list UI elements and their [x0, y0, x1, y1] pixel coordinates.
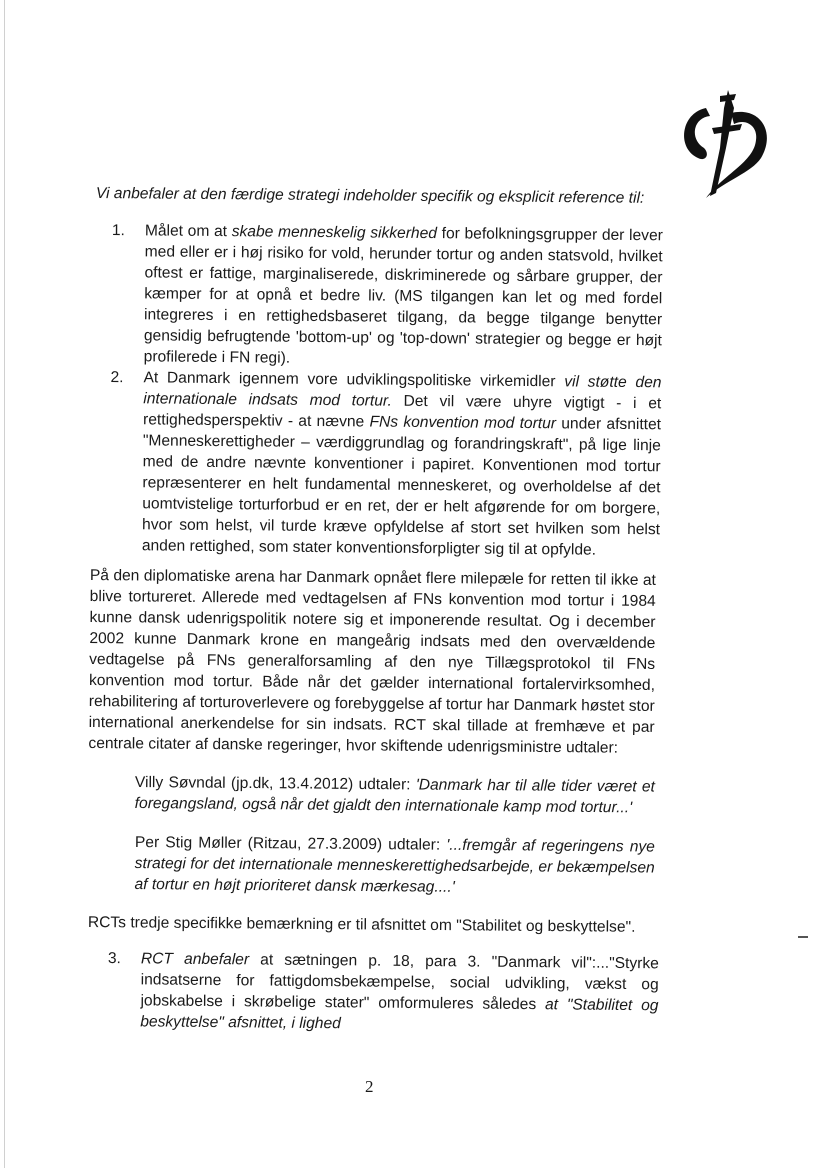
list-emphasis: FNs konvention mod tortur: [369, 413, 557, 433]
list-number: 2.: [110, 368, 124, 387]
list-emphasis: at "Stabilitet og beskyttelse" afsnittet, i lighed: [140, 996, 659, 1033]
list-item: [109, 367, 662, 561]
list-text: under afsnittet "Menneskerettigheder – værdiggrundlag og forandringskraft", på lige linje med de andre nævnte konventioner i papiret. Konventionen mod tortur repræsenterer en helt fundamental menneskeret, og overholdelse af det uomtvistelige torturforbud er en ret, der er helt afgørende for om borgere, hvor som helst, vil turde kræve opfyldelse af stort set hvilken som helst anden rettighed, som stater konventionsforpligter sig til at opfylde.: [141, 415, 662, 559]
third-remark-line: RCTs tredje specifikke bemærkning er til afsnittet om "Stabilitet og beskyttelse".: [87, 913, 636, 936]
list-text: Det vil være uhyre vigtigt - i et rettighedsperspektiv - at nævne: [143, 392, 662, 431]
quote-text: '...fremgår af regeringens nye strategi for det internationale menneskerettighedsarbejde, er bekæmpelsen af tortur en højt prioriteret dansk mærkesag....': [134, 836, 655, 896]
page-edge: [4, 0, 5, 1168]
rct-logo-icon: [676, 88, 776, 208]
list-text: At Danmark igennem vore udviklingspolitiske virkemidler: [143, 369, 565, 391]
list-emphasis: vil støtte den internationale indsats mod tortur.: [143, 373, 662, 410]
list-text: Målet om at: [144, 222, 232, 241]
list-number: 1.: [111, 221, 125, 240]
page-number: 2: [365, 1077, 374, 1096]
margin-mark: [798, 936, 808, 938]
recommendation-list: [109, 220, 663, 561]
recommendation-list-3: [107, 948, 659, 1037]
quote-block: [135, 772, 655, 819]
intro-line: Vi anbefaler at den færdige strategi indeholder specifik og eksplicit reference til:: [95, 184, 645, 207]
list-text: at sætningen p. 18, para 3. "Danmark vil":..."Styrke indsatserne for fattigdomsbekæmpelse, social udvikling, vækst og jobskabelse i skrøbelige stater" omformuleres således: [140, 951, 659, 1014]
quote-attribution: Per Stig Møller (Ritzau, 27.3.2009) udtaler:: [134, 833, 447, 854]
list-emphasis: RCT anbefaler: [140, 950, 250, 969]
quote-block: [134, 832, 655, 900]
list-emphasis: skabe menneskelig sikkerhed: [231, 223, 438, 243]
quote-attribution: Villy Søvndal (jp.dk, 13.4.2012) udtaler:: [134, 773, 416, 794]
list-number: 3.: [107, 949, 121, 968]
list-item: [111, 220, 663, 372]
quote-text: 'Danmark har til alle tider været et foregangsland, også når det gjaldt den internationale kamp mod tortur...': [134, 776, 655, 817]
list-text: for befolkningsgrupper der lever med eller er i høj risiko for vold, herunder tortur og anden statsvold, hvilket oftest er fattige, marginaliserede, diskriminerede og sårbare grupper, der kæmper for at opnå et bedre liv. (MS tilgangen kan let og med fordel integreres i en rettighedsbaseret tilgang, da begge tilgange benytter gensidig befrugtende 'bottom-up' og 'top-down' strategier og begge er højt profilerede i FN regi).: [143, 225, 663, 367]
body-paragraph: På den diplomatiske arena har Danmark opnået flere milepæle for retten til ikke at blive tortureret. Allerede med vedtagelsen af FNs konvention mod tortur i 1984 kunne dansk udenrigspolitik notere sig et imponerende resultat. Og i december 2002 kunne Danmark krone en mangeårig indsats med den overvældende vedtagelse på FNs generalforsamling af den nye Tillægsprotokol til FNs konvention mod tortur. Både når det gælder international fortalervirksomhed, rehabilitering af torturoverlevere og forebyggelse af tortur har Danmark høstet stor international anerkendelse for sin indsats. RCT skal tillade at fremhæve et par centrale citater af danske regeringer, hvor skiftende udenrigsministre udtaler:: [88, 566, 656, 757]
list-item: [107, 948, 659, 1037]
